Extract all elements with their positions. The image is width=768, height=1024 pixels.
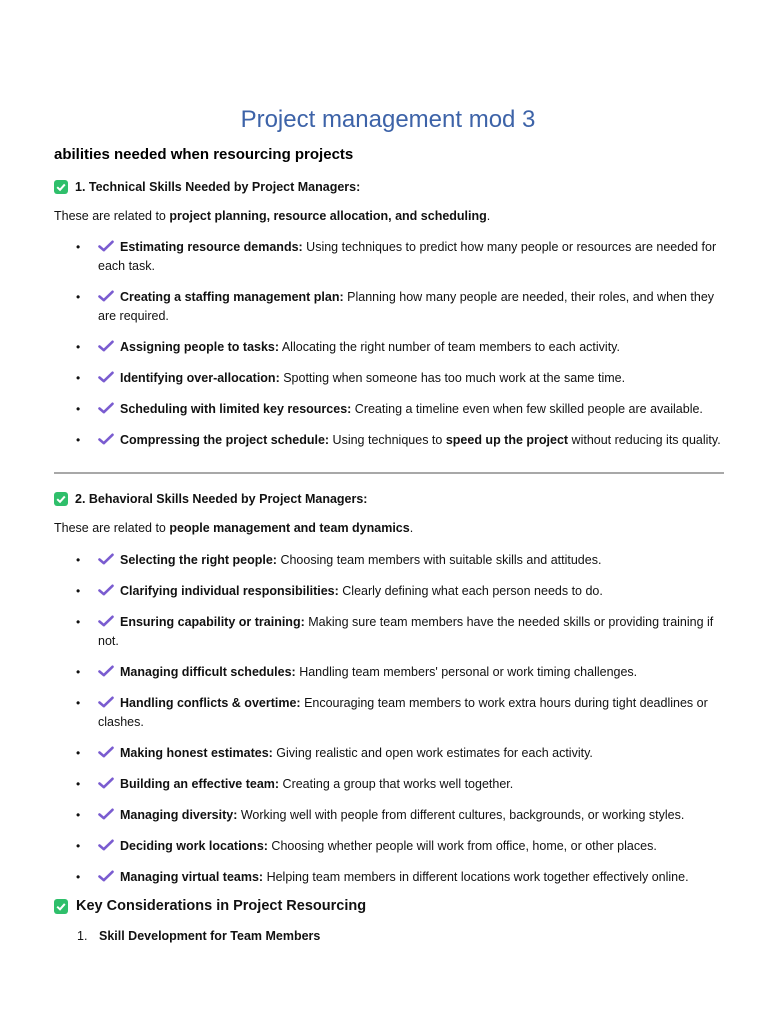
item-text: Using techniques to	[329, 433, 446, 447]
intro-suffix: .	[486, 209, 491, 223]
bullet-icon: •	[76, 808, 81, 822]
list-number: 1.	[77, 929, 88, 943]
item-label: Managing difficult schedules:	[120, 665, 296, 679]
section3-heading-text: Key Considerations in Project Resourcing	[76, 898, 367, 914]
item-text: Allocating the right number of team members to each activity.	[279, 340, 620, 354]
item-label: Identifying over-allocation:	[120, 371, 280, 385]
item-text: Creating a timeline even when few skilled people are available.	[351, 402, 703, 416]
section1-heading-text: 1. Technical Skills Needed by Project Managers:	[75, 180, 361, 194]
checkmark-icon	[98, 371, 114, 383]
item-text: Encouraging team members to work extra hours during tight deadlines or clashes.	[98, 696, 708, 729]
checkmark-icon	[98, 615, 114, 627]
checkmark-icon	[98, 402, 114, 414]
list-item	[76, 582, 728, 601]
section2-heading-text: 2. Behavioral Skills Needed by Project Managers:	[75, 492, 368, 506]
bullet-icon: •	[76, 584, 81, 598]
item-text: Spotting when someone has too much work at the same time.	[279, 371, 626, 385]
list-item	[76, 837, 728, 856]
item-label: Building an effective team:	[120, 777, 280, 791]
list-item	[76, 806, 728, 825]
item-label: Managing diversity:	[120, 808, 238, 822]
item-text: Making sure team members have the needed skills or providing training if not.	[98, 615, 714, 648]
item-text: Clearly defining what each person needs to do.	[338, 584, 603, 598]
list-item-text: Skill Development for Team Members	[99, 929, 321, 943]
bullet-icon: •	[76, 290, 81, 304]
checkmark-icon	[98, 433, 114, 445]
section1-heading	[54, 180, 360, 194]
bullet-icon: •	[76, 615, 81, 629]
bullet-icon: •	[76, 340, 81, 354]
bullet-icon: •	[76, 777, 81, 791]
intro-prefix: These are related to	[54, 209, 170, 223]
item-text: Choosing whether people will work from office, home, or other places.	[267, 839, 657, 853]
intro-bold: project planning, resource allocation, and scheduling	[169, 209, 487, 223]
checkmark-icon	[98, 665, 114, 677]
intro-suffix: .	[409, 521, 414, 535]
item-label: Making honest estimates:	[120, 746, 273, 760]
item-text: Handling team members' personal or work timing challenges.	[295, 665, 638, 679]
item-label: Creating a staffing management plan:	[120, 290, 344, 304]
checkmark-icon	[98, 696, 114, 708]
section3-heading	[54, 898, 366, 914]
bullet-icon: •	[76, 371, 81, 385]
bullet-icon: •	[76, 402, 81, 416]
list-item	[76, 338, 728, 357]
bullet-icon: •	[76, 433, 81, 447]
item-label: Selecting the right people:	[120, 553, 277, 567]
list-item	[76, 400, 728, 419]
list-item	[76, 613, 728, 651]
section2-heading	[54, 492, 367, 506]
numbered-list-item	[77, 929, 320, 943]
list-item	[76, 288, 728, 326]
list-item	[76, 868, 728, 887]
main-heading: abilities needed when resourcing projects	[54, 146, 354, 163]
horizontal-divider	[54, 472, 724, 474]
checkmark-icon	[98, 870, 114, 882]
item-label: Compressing the project schedule:	[120, 433, 330, 447]
list-item	[76, 369, 728, 388]
bullet-icon: •	[76, 665, 81, 679]
bullet-icon: •	[76, 696, 81, 710]
checkmark-icon	[98, 777, 114, 789]
checkmark-icon	[98, 553, 114, 565]
item-text: Helping team members in different locations work together effectively online.	[263, 870, 689, 884]
list-item	[76, 551, 728, 570]
section2-intro	[54, 521, 413, 535]
list-item	[76, 694, 728, 732]
item-text: Working well with people from different cultures, backgrounds, or working styles.	[237, 808, 685, 822]
item-label: Deciding work locations:	[120, 839, 268, 853]
item-label: Scheduling with limited key resources:	[120, 402, 352, 416]
item-text: Using techniques to predict how many people or resources are needed for each task.	[98, 240, 717, 273]
checkmark-icon	[98, 746, 114, 758]
bullet-icon: •	[76, 839, 81, 853]
item-text: Choosing team members with suitable skills and attitudes.	[276, 553, 602, 567]
bullet-icon: •	[76, 746, 81, 760]
checkmark-icon	[98, 584, 114, 596]
list-item	[76, 431, 728, 450]
item-text: Planning how many people are needed, their roles, and when they are required.	[98, 290, 715, 323]
checkmark-icon	[98, 240, 114, 252]
checkmark-icon	[98, 839, 114, 851]
section1-intro	[54, 209, 490, 223]
list-item	[76, 744, 728, 763]
checkbox-checked-icon	[54, 899, 68, 914]
intro-prefix: These are related to	[54, 521, 170, 535]
item-label: Assigning people to tasks:	[120, 340, 280, 354]
checkmark-icon	[98, 290, 114, 302]
intro-bold: people management and team dynamics	[169, 521, 410, 535]
item-label: Handling conflicts & overtime:	[120, 696, 301, 710]
item-label: Clarifying individual responsibilities:	[120, 584, 339, 598]
checkbox-checked-icon	[54, 180, 68, 194]
bullet-icon: •	[76, 553, 81, 567]
document-title: Project management mod 3	[240, 106, 536, 133]
item-text-end: without reducing its quality.	[568, 433, 721, 447]
bullet-icon: •	[76, 240, 81, 254]
item-label: Managing virtual teams:	[120, 870, 264, 884]
checkmark-icon	[98, 340, 114, 352]
list-item	[76, 238, 728, 276]
item-label: Estimating resource demands:	[120, 240, 303, 254]
checkmark-icon	[98, 808, 114, 820]
list-item	[76, 663, 728, 682]
item-emphasis: speed up the project	[445, 433, 569, 447]
item-label: Ensuring capability or training:	[120, 615, 305, 629]
list-item	[76, 775, 728, 794]
bullet-icon: •	[76, 870, 81, 884]
item-text: Giving realistic and open work estimates for each activity.	[272, 746, 593, 760]
checkbox-checked-icon	[54, 492, 68, 506]
item-text: Creating a group that works well together.	[279, 777, 514, 791]
